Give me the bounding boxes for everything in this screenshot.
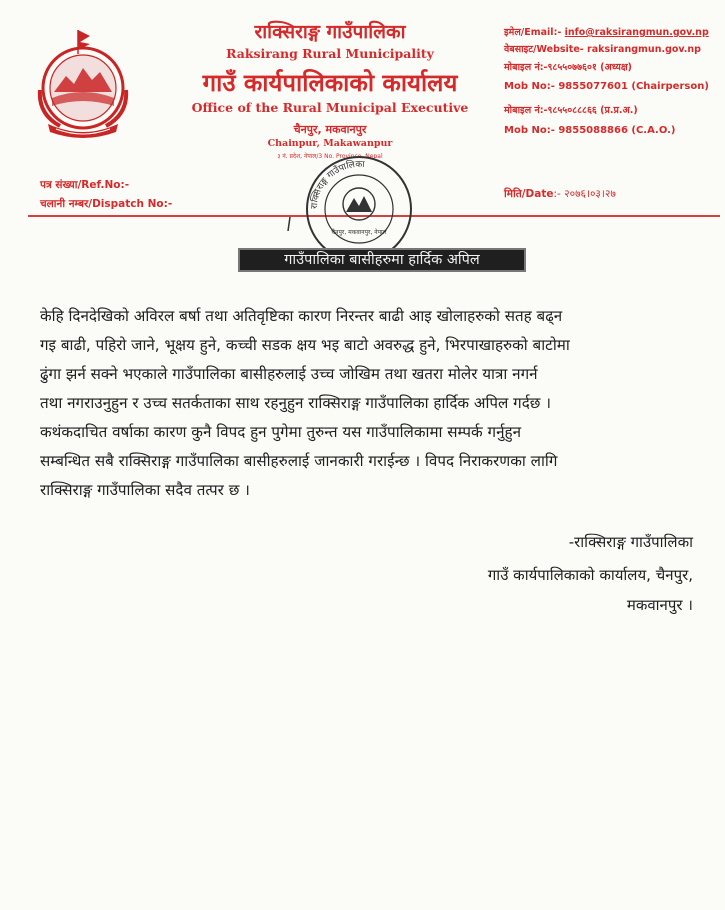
notice-body (40, 302, 695, 505)
website-link[interactable]: Website- raksirangmun.gov.np (536, 44, 701, 55)
province-line: ३ नं. प्रदेश, नेपाल/3 No. Province, Nepal (277, 153, 383, 160)
municipality-name-nepali: राक्सिराङ्ग गाउँपालिका (254, 21, 406, 43)
body-line: केहि दिनदेखिको अविरल बर्षा तथा अतिवृष्टिका कारण निरन्तर बाढी आइ खोलाहरुको सतह बढ्न (40, 307, 563, 325)
office-name-nepali: गाउँ कार्यपालिकाको कार्यालय (202, 68, 458, 97)
body-line: गइ बाढी, पहिरो जाने, भूक्षय हुने, कच्ची सडक क्षय भइ बाटो अवरुद्ध हुने, भिरपाखाहरुको बाटोमा (40, 336, 570, 354)
email-link[interactable]: info@raksirangmun.gov.np (564, 27, 709, 38)
website-line (504, 42, 701, 55)
date-line (504, 187, 616, 201)
email-label: इमेल/Email:- (504, 27, 565, 38)
body-line: ढुंगा झर्न सक्ने भएकाले गाउँपालिका बासीहरुलाई उच्च जोखिम तथा खतरा मोलेर यात्रा नगर्न (40, 365, 538, 383)
body-line: सम्बन्धित सबै राक्सिराङ्ग गाउँपालिका बासीहरुलाई जानकारी गराईन्छ । विपद निराकरणका लागि (40, 452, 558, 470)
address-english: Chainpur, Makawanpur (267, 138, 393, 149)
signature-municipality: -राक्सिराङ्ग गाउँपालिका (568, 533, 693, 551)
mobile-cao-english: Mob No:- 9855088866 (C.A.O.) (504, 125, 676, 136)
notice-title: गाउँपालिका बासीहरुमा हार्दिक अपिल (238, 248, 526, 272)
reference-number-label: पत्र संख्या/Ref.No:- (40, 179, 130, 191)
address-nepali: चैनपुर, मकवानपुर (293, 123, 367, 136)
date-label: मिति/Date (504, 188, 554, 200)
body-line: कथंकदाचित वर्षाका कारण कुनै विपद हुन पुगेमा तुरुन्त यस गाउँपालिकामा सम्पर्क गर्नुहुन (40, 423, 521, 441)
mobile-cao-nepali: मोबाइल नं:-९८५५०८८८६६ (प्र.प्र.अ.) (504, 105, 638, 116)
mobile-chairperson-english: Mob No:- 9855077601 (Chairperson) (504, 81, 709, 92)
pen-mark (287, 217, 291, 231)
body-line: तथा नगराउनुहुन र उच्च सतर्कताका साथ रहनुहुन राक्सिराङ्ग गाउँपालिका हार्दिक अपिल गर्दछ । (40, 394, 552, 412)
date-value: :- २०७६।०३।२७ (553, 188, 616, 200)
website-label: वेबसाइट/ (504, 44, 537, 55)
office-name-english: Office of the Rural Municipal Executive (191, 100, 469, 115)
dispatch-number-label: चलानी नम्बर/Dispatch No:- (40, 198, 173, 210)
stamp-outer-text: राक्सिराङ्ग गाउँपालिका (309, 159, 365, 210)
municipality-name-english: Raksirang Rural Municipality (226, 46, 434, 61)
signature-location: मकवानपुर । (626, 596, 693, 614)
nepal-emblem-logo (34, 28, 132, 140)
signature-office: गाउँ कार्यपालिकाको कार्यालय, चैनपुर, (487, 566, 693, 584)
stamp-inner-text: चैनपुर, मकवानपुर, नेपाल (331, 229, 387, 236)
email-line (504, 25, 709, 38)
mobile-chairperson-nepali: मोबाइल नं:-९८५५०७७६०१ (अध्यक्ष) (504, 62, 632, 73)
body-line: राक्सिराङ्ग गाउँपालिका सदैव तत्पर छ । (40, 481, 250, 499)
